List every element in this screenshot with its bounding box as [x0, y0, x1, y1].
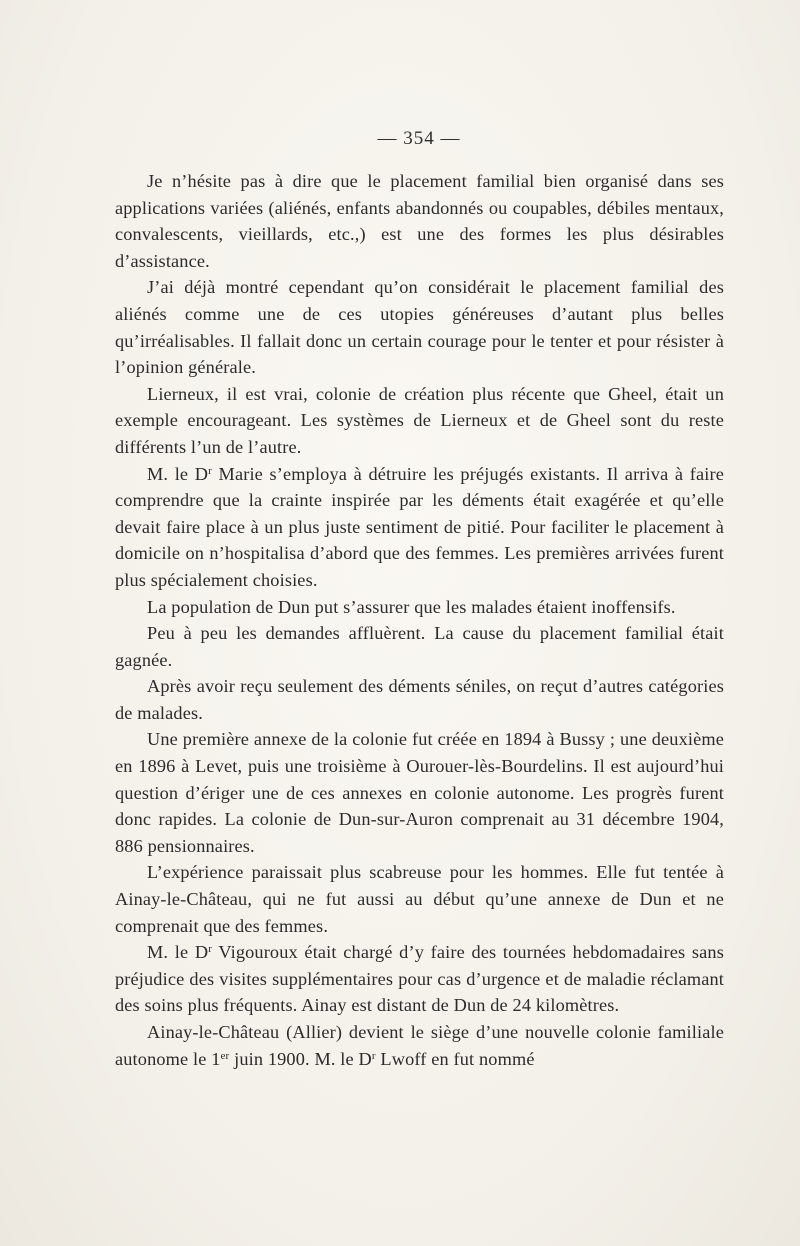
paragraph: Lierneux, il est vrai, colonie de création plus récente que Gheel, était un exemple encourageant. Les systèmes de Lierneux et de Gheel sont du reste différents l’un de l’autre. — [115, 383, 724, 457]
paragraph: J’ai déjà montré cependant qu’on considérait le placement familial des aliénés comme une de ces utopies généreuses d’autant plus belles qu’irréalisables. Il fallait donc un certain courage pour le tenter et pour résister à l’opinion générale. — [115, 277, 724, 378]
paragraph: M. le $D^r$ Vigouroux était chargé d’y faire des tournées hebdomadaires sans préjudice des visites supplémentaires pour cas d’urgence et de maladie réclamant des soins plus fréquents. Ainay est distant de Dun de 24 kilomètres. — [115, 942, 724, 1016]
superscript: er — [220, 1049, 230, 1062]
body-text — [115, 168, 724, 1072]
superscript: r — [208, 943, 213, 956]
page-number: — 354 — — [377, 128, 461, 149]
paragraph: Je n’hésite pas à dire que le placement familial bien organisé dans ses applications variées (aliénés, enfants abandonnés ou coupables, débiles mentaux, convalescents, vieillards, etc.,) est une des formes les plus désirables d’assistance. — [115, 171, 724, 271]
superscript: r — [208, 464, 212, 477]
paragraph: M. le $D^r$ Marie s’employa à détruire les préjugés existants. Il arriva à faire comprendre que la crainte inspirée par les déments était exagérée et qu’elle devait faire place à un plus juste sentiment de pitié. Pour faciliter le placement à domicile on n’hospitalisa d’abord que des femmes. Les premières arrivées furent plus spécialement choisies. — [115, 463, 724, 590]
paragraph: L’expérience paraissait plus scabreuse pour les hommes. Elle fut tentée à Ainay-le-Château, qui ne fut aussi au début qu’une annexe de Dun et ne comprenait que des femmes. — [115, 862, 724, 936]
paragraph: La population de Dun put s’assurer que les malades étaient inoffensifs. — [147, 596, 676, 617]
paragraph: Ainay-le-Château (Allier) devient le siège d’une nouvelle colonie familiale autonome le 1er juin 1900. M. le $D^r$ Lwoff en fut nommé — [115, 1022, 724, 1069]
paragraph: Une première annexe de la colonie fut créée en 1894 à Bussy ; une deuxième en 1896 à Levet, puis une troisième à Ourouer-lès-Bourdelins. Il est aujourd’hui question d’ériger une de ces annexes en colonie autonome. Les progrès furent donc rapides. La colonie de Dun-sur-Auron comprenait au 31 décembre 1904, 886 pensionnaires. — [115, 729, 724, 856]
superscript: r — [371, 1049, 376, 1062]
paragraph: Après avoir reçu seulement des déments séniles, on reçut d’autres catégories de malades. — [115, 676, 724, 723]
paragraph: Peu à peu les demandes affluèrent. La cause du placement familial était gagnée. — [115, 623, 724, 670]
